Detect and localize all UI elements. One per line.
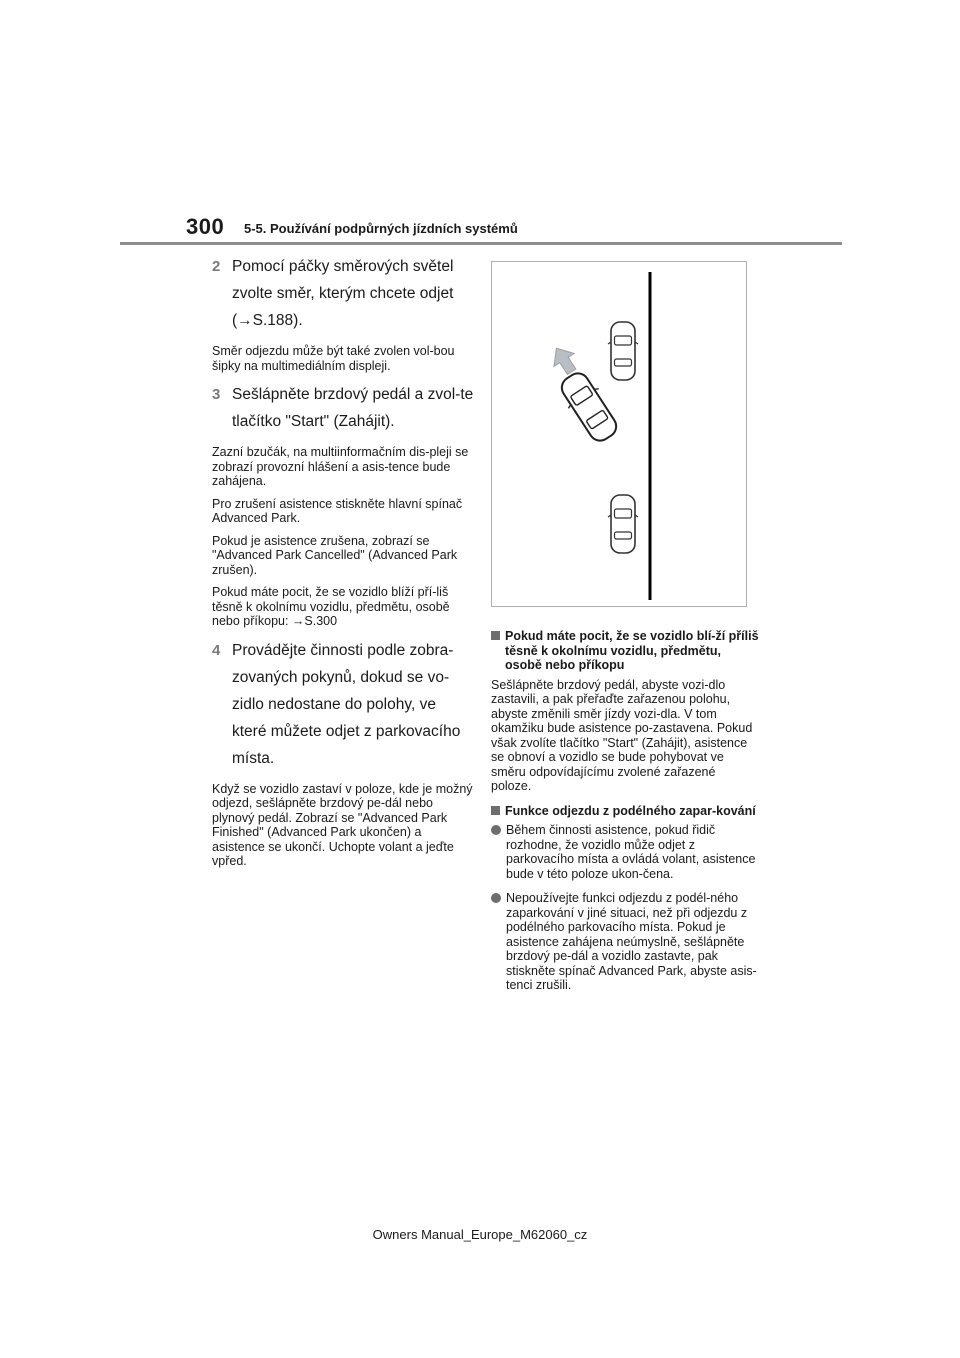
parked-car-rear xyxy=(608,495,638,553)
left-column xyxy=(212,253,474,877)
footer-manual-id: Owners Manual_Europe_M62060_cz xyxy=(372,1227,588,1242)
step-text: Provádějte činnosti podle zobra-zovaných pokynů, dokud se vo-zidlo nedostane do polohy, ve které můžete odjet z parkovacího místa. xyxy=(232,641,461,767)
body-too-close: Sešlápněte brzdový pedál, abyste vozi-dlo zastavili, a pak přeřaďte zařazenou polohu, abyste změnili směr jízdy vozi-dla. V tom okamžiku bude asistence po-zastavena. Pokud však zvolíte tlačítko "Start" (Zahájit), asistence se obnoví a vozidlo se bude pohybovat ve směru odpovídajícímu zvolené zařazené poloze. xyxy=(491,677,753,793)
note-buzzer: Zazní bzučák, na multiinformačním dis-pleji se zobrazí provozní hlášení a asis-tence bude zahájena. xyxy=(212,445,469,488)
step-number: 2 xyxy=(212,258,221,275)
circle-bullet-icon xyxy=(491,825,501,835)
section-title: 5-5. Používání podpůrných jízdních systémů xyxy=(244,221,518,236)
step-text: Sešlápněte brzdový pedál a zvol-te tlačítko "Start" (Zahájit). xyxy=(232,386,474,430)
header-rule xyxy=(120,242,842,245)
step-2 xyxy=(212,253,474,334)
note-cancel-switch: Pro zrušení asistence stiskněte hlavní spínač Advanced Park. xyxy=(212,496,463,525)
square-bullet-icon xyxy=(491,631,500,640)
heading-exit-function xyxy=(491,804,759,819)
exiting-car xyxy=(554,367,623,447)
note-cancelled-message: Pokud je asistence zrušena, zobrazí se "Advanced Park Cancelled" (Advanced Park zrušen). xyxy=(212,533,458,577)
heading-text: Pokud máte pocit, že se vozidlo blí-ží příliš těsně k okolnímu vozidlu, předmětu, osobě nebo příkopu xyxy=(505,629,759,672)
heading-too-close xyxy=(491,629,759,673)
page-number: 300 xyxy=(186,214,225,239)
note-too-close: Pokud máte pocit, že se vozidlo blíží pří-liš těsně k okolnímu vozidlu, předmětu, osobě nebo příkopu: →S.300 xyxy=(212,585,450,628)
step-number: 4 xyxy=(212,641,221,659)
bullet-item xyxy=(491,823,759,881)
bullet-item xyxy=(491,891,759,993)
step-text: Pomocí páčky směrových světel zvolte směr, kterým chcete odjet (→S.188). xyxy=(232,258,454,329)
step-3 xyxy=(212,381,474,435)
note-finished: Když se vozidlo zastaví v poloze, kde je možný odjezd, sešlápněte brzdový pe-dál nebo plynový pedál. Zobrazí se "Advanced Park Finished" (Advanced Park ukončen) a asistence se ukončí. Uchopte volant a jeďte vpřed. xyxy=(212,781,473,868)
heading-text: Funkce odjezdu z podélného zapar-kování xyxy=(505,803,756,818)
circle-bullet-icon xyxy=(491,893,501,903)
parked-car-front xyxy=(608,322,638,380)
step-4 xyxy=(212,637,474,772)
bullet-text: Během činnosti asistence, pokud řidič rozhodne, že vozidlo může odjet z parkovacího místa a ovládá volant, asistence bude v této poloze ukon-čena. xyxy=(506,823,756,881)
step-number: 3 xyxy=(212,386,221,403)
parallel-exit-diagram xyxy=(491,261,747,607)
square-bullet-icon xyxy=(491,806,500,815)
bullet-text: Nepoužívejte funkci odjezdu z podél-ného zaparkování v jiné situaci, než při odjezdu z podélného parkovacího místa. Pokud je asistence zahájena neúmyslně, sešlápněte brzdový pe-dál a vozidlo zastavte, pak stiskněte spínač Advanced Park, abyste asis-tenci zrušili. xyxy=(506,891,757,992)
diagram-illustration xyxy=(492,262,748,608)
note-direction: Směr odjezdu může být také zvolen vol-bou šipky na multimediálním displeji. xyxy=(212,344,455,373)
right-column xyxy=(491,629,759,1003)
